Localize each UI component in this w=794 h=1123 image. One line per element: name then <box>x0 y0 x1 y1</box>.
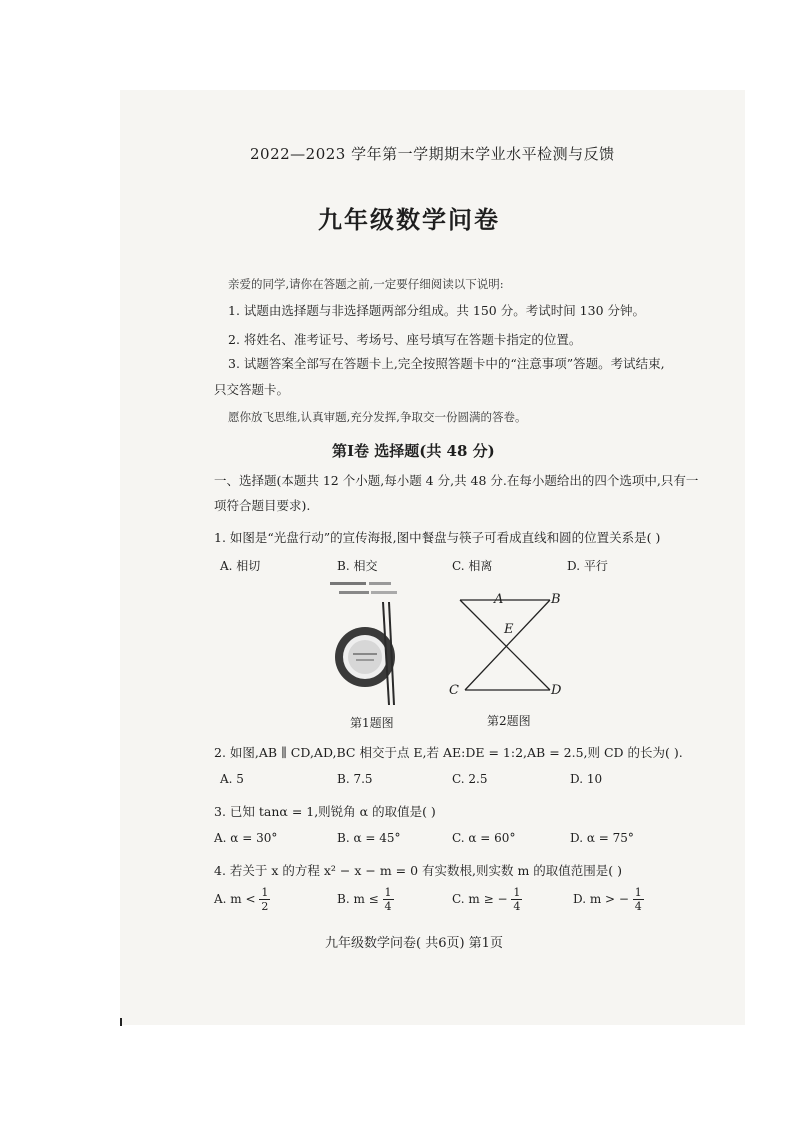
figure-1-plate-poster <box>325 577 405 707</box>
page-title: 九年级数学问卷 <box>318 205 500 234</box>
note-item-3: 3. 试题答案全部写在答题卡上,完全按照答题卡中的“注意事项”答题。考试结束, <box>228 356 665 371</box>
q4-option-b-prefix: B. m ≤ <box>337 892 379 906</box>
q3-option-b: B. α = 45° <box>337 831 401 845</box>
q4-option-a-fraction <box>259 886 270 913</box>
note-item-1: 1. 试题由选择题与非选择题两部分组成。共 150 分。考试时间 130 分钟。 <box>228 303 646 318</box>
notes-intro: 亲爱的同学,请你在答题之前,一定要仔细阅读以下说明: <box>228 277 504 291</box>
q4-option-c <box>452 886 522 913</box>
q4-option-b-fraction <box>383 886 394 913</box>
exam-header: 2022—2023 学年第一学期期末学业水平检测与反馈 <box>250 145 615 163</box>
q2-option-b: B. 7.5 <box>337 772 373 786</box>
q4-option-a <box>214 886 270 913</box>
q2-option-a: A. 5 <box>220 772 244 786</box>
page-footer: 九年级数学问卷( 共6页) 第1页 <box>325 936 503 951</box>
fraction-denominator: 4 <box>384 900 392 913</box>
question-2-stem: 2. 如图,AB ∥ CD,AD,BC 相交于点 E,若 AE:DE = 1:2,AB = 2.5,则 CD 的长为( ). <box>214 745 683 760</box>
wish-line: 愿你放飞思维,认真审题,充分发挥,争取交一份圆满的答卷。 <box>228 410 527 424</box>
q4-option-d <box>573 886 644 913</box>
scan-edge-mark <box>120 1018 122 1026</box>
point-label-a: A <box>494 592 504 607</box>
section-title: 第Ⅰ卷 选择题(共 48 分) <box>332 442 495 460</box>
q4-option-d-fraction <box>633 886 644 913</box>
point-label-d: D <box>551 683 562 698</box>
point-label-e: E <box>504 622 514 637</box>
q1-option-a: A. 相切 <box>220 559 261 573</box>
q4-option-d-prefix: D. m > − <box>573 892 629 906</box>
note-item-3-cont: 只交答题卡。 <box>214 382 290 397</box>
fraction-denominator: 2 <box>261 900 269 913</box>
figure-1-caption: 第1题图 <box>350 716 394 730</box>
fraction-denominator: 4 <box>634 900 642 913</box>
q3-option-d: D. α = 75° <box>570 831 634 845</box>
q1-option-d: D. 平行 <box>567 559 608 573</box>
fraction-numerator: 1 <box>261 886 269 899</box>
q4-option-c-fraction <box>511 886 522 913</box>
q2-option-d: D. 10 <box>570 772 603 786</box>
q1-option-b: B. 相交 <box>337 559 378 573</box>
q4-option-a-prefix: A. m < <box>214 892 256 906</box>
q4-option-c-prefix: C. m ≥ − <box>452 892 508 906</box>
note-item-2: 2. 将姓名、准考证号、考场号、座号填写在答题卡指定的位置。 <box>228 332 582 347</box>
fraction-denominator: 4 <box>513 900 521 913</box>
q3-option-a: A. α = 30° <box>214 831 278 845</box>
point-label-b: B <box>551 592 561 607</box>
fraction-numerator: 1 <box>634 886 642 899</box>
fraction-numerator: 1 <box>384 886 392 899</box>
figure-2-caption: 第2题图 <box>487 714 531 728</box>
question-4-stem: 4. 若关于 x 的方程 x² − x − m = 0 有实数根,则实数 m 的取值范围是( ) <box>214 863 623 878</box>
part1-instruction-cont: 项符合题目要求). <box>214 498 311 513</box>
q3-option-c: C. α = 60° <box>452 831 516 845</box>
question-1-stem: 1. 如图是“光盘行动”的宣传海报,图中餐盘与筷子可看成直线和圆的位置关系是( ) <box>214 530 661 545</box>
point-label-c: C <box>449 683 459 698</box>
q1-option-c: C. 相离 <box>452 559 493 573</box>
part1-instruction: 一、选择题(本题共 12 个小题,每小题 4 分,共 48 分.在每小题给出的四个选项中,只有一 <box>214 473 699 488</box>
q4-option-b <box>337 886 394 913</box>
q2-option-c: C. 2.5 <box>452 772 488 786</box>
fraction-numerator: 1 <box>513 886 521 899</box>
question-3-stem: 3. 已知 tanα = 1,则锐角 α 的取值是( ) <box>214 804 436 819</box>
